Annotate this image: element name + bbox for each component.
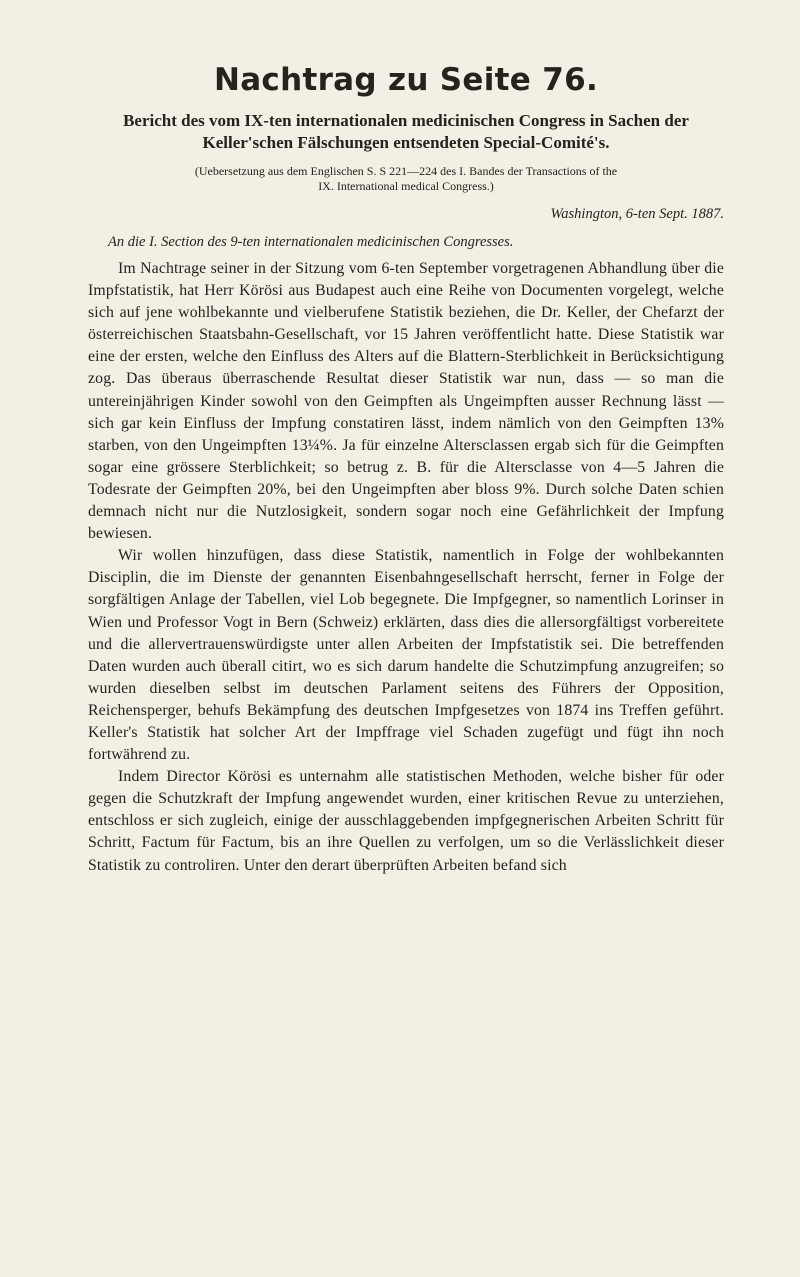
- dateline: Washington, 6-ten Sept. 1887.: [550, 206, 724, 222]
- body-paragraph-2: Wir wollen hinzufügen, dass diese Statistik, namentlich in Folge der wohlbekannten Disciplin, die im Dienste der genannten Eisenbahngesellschaft herrscht, ferner in Folge der sorgfältigen Anlage der Tabellen, viel Lob begegnete. Die Impfgegner, so namentlich Lorinser in Wien und Professor Vogt in Bern (Schweiz) erklärten, dass dies die allersorgfältigst vorbereitete und die allervertrauenswürdigste unter allen Arbeiten der Impfstatistik sei. Die betreffenden Daten wurden auch überall citirt, wo es sich darum handelte die Schutzimpfung anzugreifen; so wurden dieselben selbst im deutschen Parlament seitens des Führers der Opposition, Reichensperger, behufs Bekämpfung des deutschen Impfgesetzes von 1874 ins Treffen geführt. Keller's Statistik hat solcher Art der Impffrage viel Schaden zugefügt und fügt ihn noch fortwährend zu.: [88, 547, 724, 764]
- body-paragraph-1: Im Nachtrage seiner in der Sitzung vom 6-ten September vorgetragenen Abhandlung über die Impfstatistik, hat Herr Körösi aus Budapest auch eine Reihe von Documenten vorgelegt, welche sich auf jene wohlbekannte und vielberufene Statistik beziehen, die Dr. Keller, der Chefarzt der österreichischen Staatsbahn-Gesellschaft, vor 15 Jahren veröffentlicht hatte. Diese Statistik war eine der ersten, welche den Einfluss des Alters auf die Blattern-Sterblichkeit in Berücksichtigung zog. Das überaus überraschende Resultat dieser Statistik war nun, dass — so man die untereinjährigen Kinder sowohl von den Geimpften als Ungeimpften ausser Rechnung lässt — sich gar kein Einfluss der Impfung constatiren lässt, indem nämlich von den Geimpften 13% starben, von den Ungeimpften 13¼%. Ja für einzelne Altersclassen ergab sich für die Geimpften sogar eine grössere Sterblichkeit; so betrug z. B. für die Altersclasse von 4—5 Jahren die Todesrate der Geimpften 20%, bei den Ungeimpften aber bloss 9%. Durch solche Daten schien demnach nicht nur die Nutzlosigkeit, sondern sogar noch eine Gefährlichkeit der Impfung bewiesen.: [88, 260, 724, 543]
- addressee-heading: An die I. Section des 9-ten internationalen medicinischen Congresses.: [108, 234, 514, 250]
- translation-note: (Uebersetzung aus dem Englischen S. S 221—224 des I. Bandes der Transactions of the IX. International medical Congress.): [194, 164, 618, 193]
- report-subtitle: Bericht des vom IX-ten internationalen medicinischen Congress in Sachen der Keller'schen Fälschungen entsendeten Special-Comité's.: [123, 111, 689, 152]
- body-paragraph-3: Indem Director Körösi es unternahm alle statistischen Methoden, welche bisher für oder gegen die Schutzkraft der Impfung angewendet wurden, einer kritischen Revue zu unterziehen, entschloss er sich zugleich, einige der ausschlaggebenden impfgegnerischen Arbeiten Schritt für Schritt, Factum für Factum, bis an ihre Quellen zu verfolgen, um so die Verlässlichkeit dieser Statistik zu controliren. Unter den derart überprüften Arbeiten befand sich: [88, 768, 724, 874]
- page-title: Nachtrag zu Seite 76.: [213, 62, 599, 98]
